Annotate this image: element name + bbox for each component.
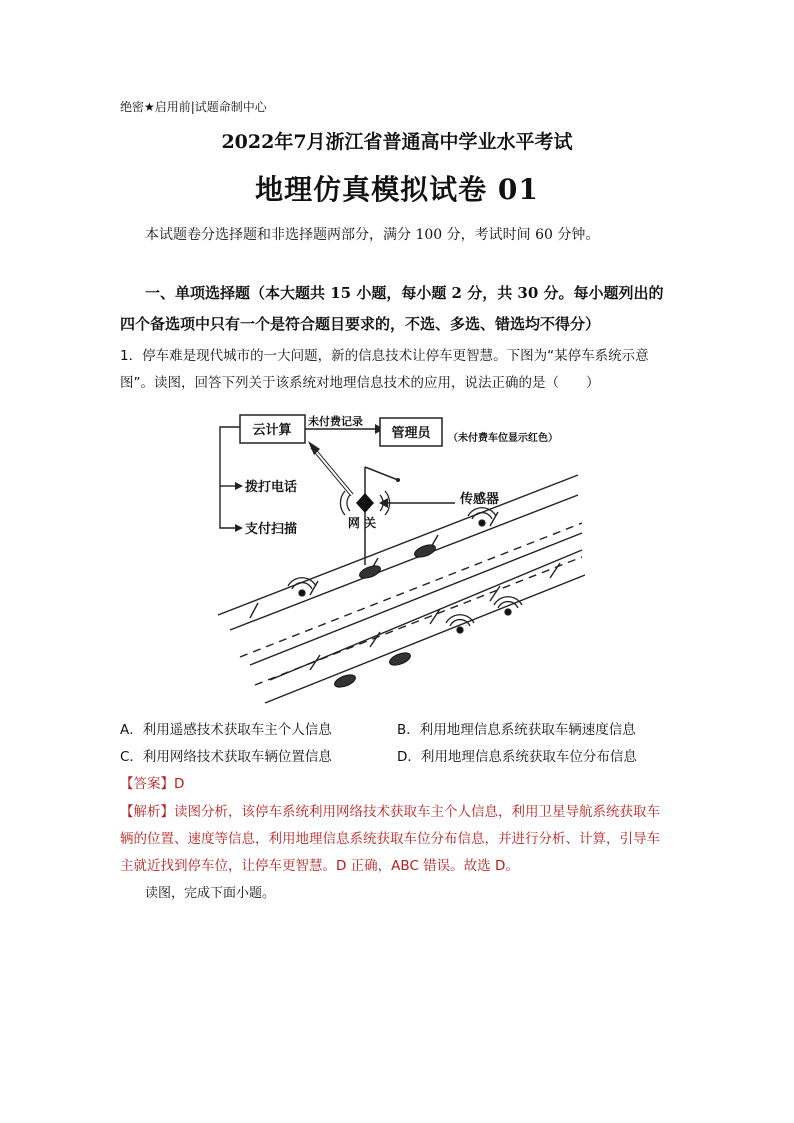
question-stem-line1: 1．停车难是现代城市的一大问题，新的信息技术让停车更智慧。下图为“某停车系统示意 [120,348,649,364]
option-d[interactable]: D．利用地理信息系统获取车位分布信息 [397,749,637,765]
analysis-line3: 主就近找到停车位，让停车更智慧。D 正确，ABC 错误。故选 D。 [120,858,519,874]
analysis-line2: 辆的位置、速度等信息，利用地理信息系统获取车位分布信息，并进行分析、计算，引导车 [120,831,660,847]
exam-intro: 本试题卷分选择题和非选择题两部分，满分 100 分，考试时间 60 分钟。 [145,227,600,243]
option-c[interactable]: C．利用网络技术获取车辆位置信息 [120,749,332,765]
answer: 【答案】D [120,776,185,792]
option-b[interactable]: B．利用地理信息系统获取车辆速度信息 [397,722,636,738]
cloud-computing-label: 云计算 [252,423,292,438]
exam-title: 2022年7月浙江省普通高中学业水平考试 [221,131,573,153]
question-stem-line2: 图”。读图，回答下列关于该系统对地理信息技术的应用，说法正确的是（ ） [120,375,600,391]
section-heading-line2: 四个备选项中只有一个是符合题目要求的，不选、多选、错选均不得分） [120,315,601,333]
next-prompt: 读图，完成下面小题。 [145,886,276,901]
road [218,475,585,703]
section-heading-line1: 一、单项选择题（本大题共 15 小题，每小题 2 分，共 30 分。每小题列出的 [145,284,664,302]
unpaid-note: （未付费车位显示红色） [448,433,558,444]
manager-label: 管理员 [391,426,431,441]
confidential-label: 绝密★启用前|试题命制中心 [120,100,267,114]
paper-title: 地理仿真模拟试卷 01 [255,173,539,206]
gateway-label: 网 关 [347,516,377,530]
pay-scan-label: 支付扫描 [245,522,298,537]
option-a[interactable]: A．利用遥感技术获取车主个人信息 [120,722,332,738]
call-label: 拨打电话 [245,480,298,495]
unpaid-record-label: 未付费记录 [308,415,363,428]
sensor-label: 传感器 [460,492,500,507]
analysis-line1: 【解析】读图分析，该停车系统利用网络技术获取车主个人信息，利用卫星导航系统获取车 [120,804,660,820]
gateway-icon [356,493,374,513]
parking-system-diagram [210,405,585,705]
connector-lines [220,427,240,528]
